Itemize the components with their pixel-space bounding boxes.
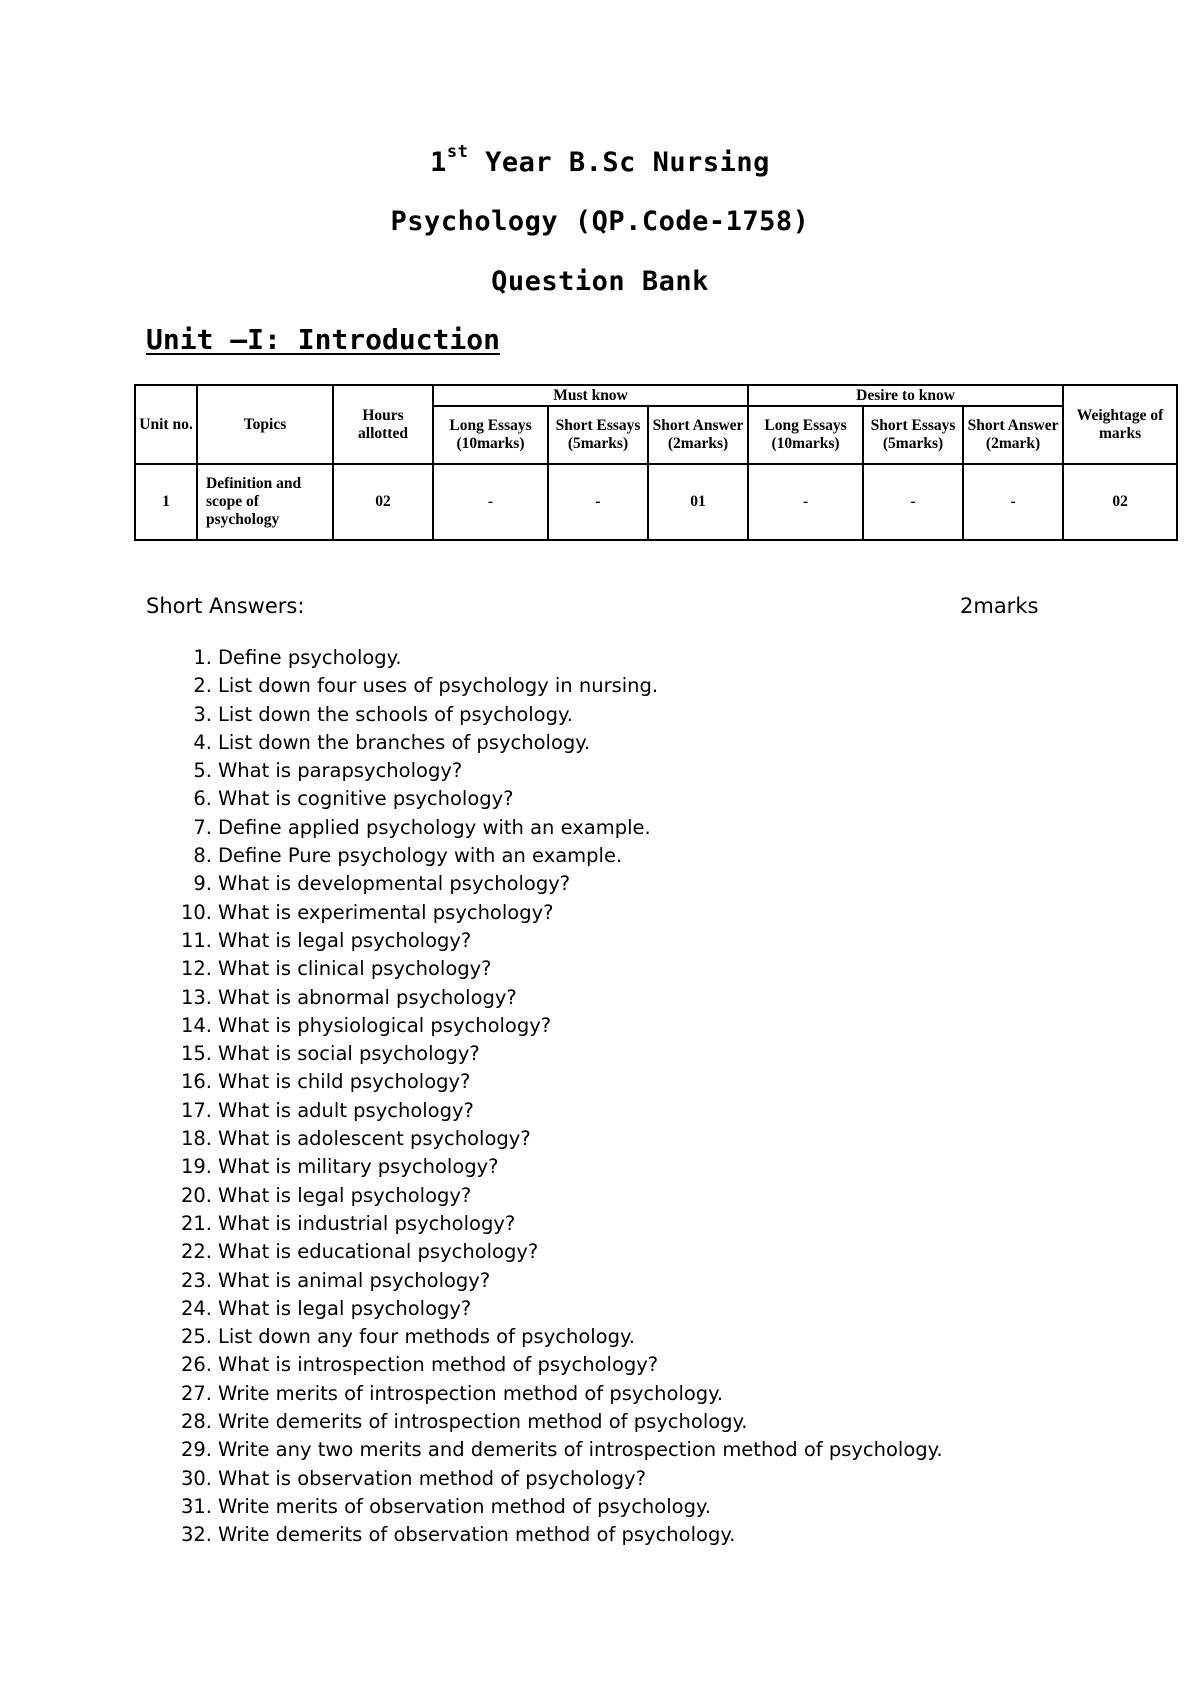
question-item (168, 1012, 943, 1040)
question-text: What is animal psychology? (218, 1268, 491, 1292)
question-text: What is clinical psychology? (218, 957, 492, 981)
question-item (168, 842, 943, 870)
question-text: What is experimental psychology? (218, 900, 554, 924)
course-title (0, 142, 1200, 178)
question-number: 20. (180, 1183, 212, 1207)
cell-desire-short-essays: - (863, 464, 963, 540)
question-number: 11. (180, 928, 212, 952)
question-number: 23. (180, 1268, 212, 1292)
question-number: 21. (180, 1211, 212, 1235)
cell-must-short-answer: 01 (648, 464, 748, 540)
question-number: 30. (180, 1466, 212, 1490)
question-text: What is introspection method of psychology? (218, 1353, 659, 1377)
question-text: List down the branches of psychology. (218, 730, 591, 754)
cell-desire-long: - (748, 464, 863, 540)
question-text: What is observation method of psychology? (218, 1466, 646, 1490)
question-number: 16. (180, 1070, 212, 1094)
cell-unit: 1 (135, 464, 197, 540)
question-item (168, 1380, 943, 1408)
header-desire-short-answer: Short Answer (2mark) (963, 406, 1063, 464)
question-item (168, 1436, 943, 1464)
question-item (168, 814, 943, 842)
question-item (168, 785, 943, 813)
cell-must-short-essays: - (548, 464, 648, 540)
question-text: What is legal psychology? (218, 928, 472, 952)
question-item (168, 1125, 943, 1153)
question-number: 19. (180, 1155, 212, 1179)
question-number: 2. (193, 674, 212, 698)
question-text: Define applied psychology with an example. (218, 815, 651, 839)
header-must-know: Must know (433, 385, 748, 406)
cell-topic: Definition and scope of psychology (197, 464, 333, 540)
section-label: Short Answers: (146, 594, 305, 618)
question-item (168, 1465, 943, 1493)
cell-desire-short-answer: - (963, 464, 1063, 540)
question-item (168, 870, 943, 898)
question-item (168, 1408, 943, 1436)
question-number: 17. (180, 1098, 212, 1122)
question-number: 27. (180, 1381, 212, 1405)
question-text: What is cognitive psychology? (218, 787, 514, 811)
question-item (168, 984, 943, 1012)
question-item (168, 1267, 943, 1295)
header-must-long-essays: Long Essays (10marks) (433, 406, 548, 464)
question-item (168, 1493, 943, 1521)
question-item (168, 1351, 943, 1379)
question-text: What is developmental psychology? (218, 872, 571, 896)
question-text: What is industrial psychology? (218, 1211, 516, 1235)
question-item (168, 1323, 943, 1351)
question-number: 26. (180, 1353, 212, 1377)
question-number: 10. (180, 900, 212, 924)
question-text: What is adolescent psychology? (218, 1127, 531, 1151)
header-must-short-essays: Short Essays (5marks) (548, 406, 648, 464)
question-number: 24. (180, 1296, 212, 1320)
question-number: 14. (180, 1013, 212, 1037)
question-text: Write merits of introspection method of psychology. (218, 1381, 724, 1405)
question-item (168, 899, 943, 927)
question-text: Write demerits of introspection method of psychology. (218, 1410, 748, 1434)
question-number: 9. (193, 872, 212, 896)
cell-must-long: - (433, 464, 548, 540)
header-weightage: Weightage of marks (1063, 385, 1177, 464)
question-number: 29. (180, 1438, 212, 1462)
question-item (168, 1097, 943, 1125)
question-text: What is child psychology? (218, 1070, 471, 1094)
question-item (168, 729, 943, 757)
question-text: Define Pure psychology with an example. (218, 844, 623, 868)
question-text: What is adult psychology? (218, 1098, 474, 1122)
question-number: 4. (193, 730, 212, 754)
document-type: Question Bank (491, 266, 709, 297)
question-item (168, 1521, 943, 1549)
question-number: 31. (180, 1494, 212, 1518)
cell-hours: 02 (333, 464, 433, 540)
question-number: 3. (193, 702, 212, 726)
question-number: 6. (193, 787, 212, 811)
question-item (168, 1238, 943, 1266)
question-number: 12. (180, 957, 212, 981)
question-number: 5. (193, 759, 212, 783)
question-number: 22. (180, 1240, 212, 1264)
question-text: Write any two merits and demerits of introspection method of psychology. (218, 1438, 943, 1462)
question-item (168, 701, 943, 729)
question-number: 8. (193, 844, 212, 868)
question-item (168, 757, 943, 785)
table-row (135, 464, 1177, 540)
question-item (168, 1182, 943, 1210)
question-text: What is military psychology? (218, 1155, 499, 1179)
question-item (168, 672, 943, 700)
subject-title: Psychology (QP.Code-1758) (390, 206, 810, 237)
question-text: What is legal psychology? (218, 1183, 472, 1207)
header-hours: Hours allotted (333, 385, 433, 464)
year-number: 1 (430, 147, 447, 178)
header-topics: Topics (197, 385, 333, 464)
question-number: 13. (180, 985, 212, 1009)
question-list (168, 644, 943, 1550)
question-number: 1. (193, 646, 212, 669)
header-desire-long-essays: Long Essays (10marks) (748, 406, 863, 464)
question-number: 25. (180, 1325, 212, 1349)
section-marks: 2marks (960, 594, 1039, 618)
question-text: What is social psychology? (218, 1042, 480, 1066)
question-number: 15. (180, 1042, 212, 1066)
question-item (168, 644, 943, 672)
header-unit-no: Unit no. (135, 385, 197, 464)
question-text: What is abnormal psychology? (218, 985, 517, 1009)
question-number: 7. (193, 815, 212, 839)
question-text: Write demerits of observation method of psychology. (218, 1523, 736, 1547)
question-text: List down four uses of psychology in nursing. (218, 674, 659, 698)
unit-heading: Unit –I: Introduction (146, 323, 501, 356)
header-must-short-answer: Short Answer (2marks) (648, 406, 748, 464)
question-item (168, 955, 943, 983)
header-desire-short-essays: Short Essays (5marks) (863, 406, 963, 464)
question-item (168, 1295, 943, 1323)
question-number: 18. (180, 1127, 212, 1151)
question-text: What is educational psychology? (218, 1240, 539, 1264)
question-number: 32. (180, 1523, 212, 1547)
year-suffix: st (446, 142, 469, 162)
question-text: What is physiological psychology? (218, 1013, 552, 1037)
course-name: Year B.Sc Nursing (485, 147, 770, 178)
question-item (168, 1210, 943, 1238)
blueprint-table (134, 384, 1178, 541)
header-desire-to-know: Desire to know (748, 385, 1063, 406)
question-item (168, 1040, 943, 1068)
question-text: List down the schools of psychology. (218, 702, 573, 726)
question-number: 28. (180, 1410, 212, 1434)
cell-weightage: 02 (1063, 464, 1177, 540)
question-item (168, 1153, 943, 1181)
question-text: What is parapsychology? (218, 759, 463, 783)
question-item (168, 1068, 943, 1096)
question-text: What is legal psychology? (218, 1296, 472, 1320)
question-item (168, 927, 943, 955)
question-text: Write merits of observation method of psychology. (218, 1494, 711, 1518)
question-text: Define psychology. (218, 646, 402, 669)
question-text: List down any four methods of psychology. (218, 1325, 635, 1349)
